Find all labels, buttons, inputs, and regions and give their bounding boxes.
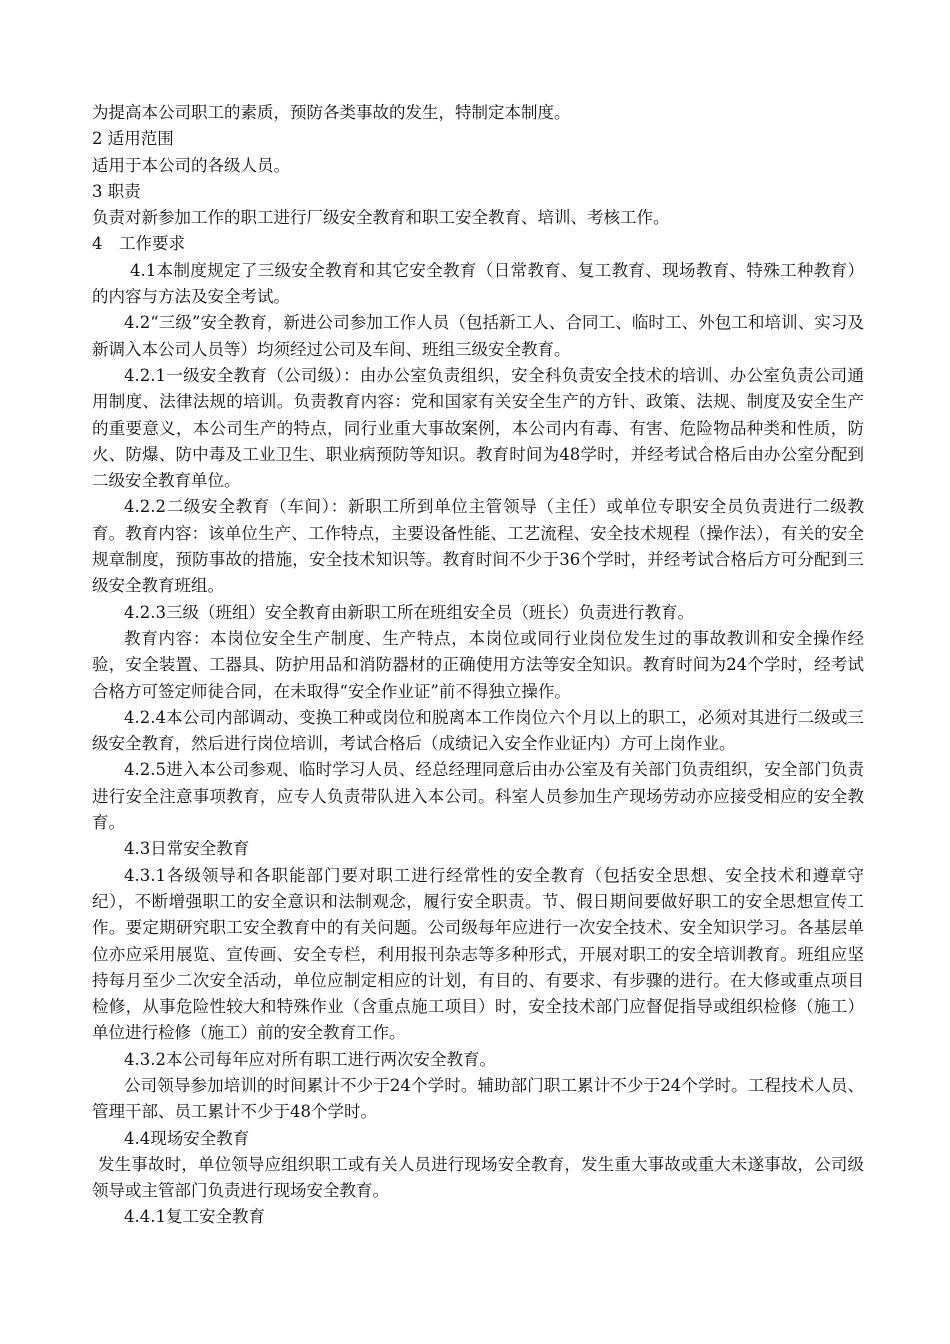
site-education-paragraph: 发生事故时，单位领导应组织职工或有关人员进行现场安全教育，发生重大事故或重大未遂事故，公司级领导或主管部门负责进行现场安全教育。: [92, 1154, 864, 1201]
purpose-paragraph: 为提高本公司职工的素质，预防各类事故的发生，特制定本制度。: [92, 103, 571, 122]
section-heading-duties: 3 职责: [92, 181, 141, 201]
section-heading-scope: 2 适用范围: [92, 129, 174, 149]
clause-4-2-1: 4.2.1一级安全教育（公司级）：由办公室负责组织，安全科负责安全技术的培训、办公室负责公司通用制度、法律法规的培训。负责教育内容：党和国家有关安全生产的方针、政策、法规、制度及安全生产的重要意义，本公司生产的特点，同行业重大事故案例，本公司内有毒、有害、危险物品种类和性质，防火、防爆、防中毒及工业卫生、职业病预防等知识。教育时间为48学时，并经考试合格后由办公室分配到二级安全教育单位。: [92, 365, 864, 491]
scope-paragraph: 适用于本公司的各级人员。: [92, 155, 290, 175]
clause-4-3-2: 4.3.2本公司每年应对所有职工进行两次安全教育。: [124, 1049, 496, 1069]
clause-4-3-1: 4.3.1各级领导和各职能部门要对职工进行经常性的安全教育（包括安全思想、安全技术和遵章守纪），不断增强职工的安全意识和法制观念，履行安全职责。节、假日期间要做好职工的安全思想宣传工作。要定期研究职工安全教育中的有关问题。公司级每年应进行一次安全技术、安全知识学习。各基层单位亦应采用展览、宣传画、安全专栏，利用报刊杂志等多种形式，开展对职工的安全培训教育。班组应坚持每月至少二次安全活动，单位应制定相应的计划，有目的、有要求、有步骤的进行。在大修或重点项目检修，从事危险性较大和特殊作业（含重点施工项目）时，安全技术部门应督促指导或组织检修（施工）单位进行检修（施工）前的安全教育工作。: [92, 865, 864, 1043]
section-heading-requirements: 4 工作要求: [92, 234, 185, 254]
training-hours-paragraph: 公司领导参加培训的时间累计不少于24个学时。辅助部门职工累计不少于24个学时。工程技术人员、管理干部、员工累计不少于48个学时。: [92, 1075, 864, 1122]
clause-4-2: 4.2“三级”安全教育，新进公司参加工作人员（包括新工人、合同工、临时工、外包工和培训、实习及新调入本公司人员等）均须经过公司及车间、班组三级安全教育。: [92, 313, 864, 359]
clause-4-2-3-content: 教育内容：本岗位安全生产制度、生产特点，本岗位或同行业岗位发生过的事故教训和安全操作经验，安全装置、工器具、防护用品和消防器材的正确使用方法等安全知识。教育时间为24个学时，经考试合格方可签定师徒合同，在未取得“安全作业证”前不得独立操作。: [92, 628, 864, 701]
clause-4-4-1: 4.4.1复工安全教育: [124, 1207, 265, 1227]
clause-4-2-3: 4.2.3三级（班组）安全教育由新职工所在班组安全员（班长）负责进行教育。: [124, 602, 694, 622]
clause-4-2-5: 4.2.5进入本公司参观、临时学习人员、经总经理同意后由办公室及有关部门负责组织，安全部门负责进行安全注意事项教育，应专人负责带队进入本公司。科室人员参加生产现场劳动亦应接受相应的安全教育。: [92, 760, 864, 833]
section-heading-site-education: 4.4现场安全教育: [124, 1128, 250, 1148]
clause-4-2-4: 4.2.4本公司内部调动、变换工种或岗位和脱离本工作岗位六个月以上的职工，必须对其进行二级或三级安全教育，然后进行岗位培训，考试合格后（成绩记入安全作业证内）方可上岗作业。: [92, 707, 864, 754]
duties-paragraph: 负责对新参加工作的职工进行厂级安全教育和职工安全教育、培训、考核工作。: [92, 208, 670, 228]
clause-4-1: 4.1本制度规定了三级安全教育和其它安全教育（日常教育、复工教育、现场教育、特殊工种教育）的内容与方法及安全考试。: [92, 260, 864, 307]
document-body: [92, 100, 864, 1231]
clause-4-2-2: 4.2.2二级安全教育（车间）：新职工所到单位主管领导（主任）或单位专职安全员负责进行二级教育。教育内容：该单位生产、工作特点，主要设备性能、工艺流程、安全技术规程（操作法），有关的安全规章制度，预防事故的措施，安全技术知识等。教育时间不少于36个学时，并经考试合格后方可分配到三级安全教育班组。: [92, 497, 864, 596]
section-heading-daily-education: 4.3日常安全教育: [124, 839, 250, 859]
